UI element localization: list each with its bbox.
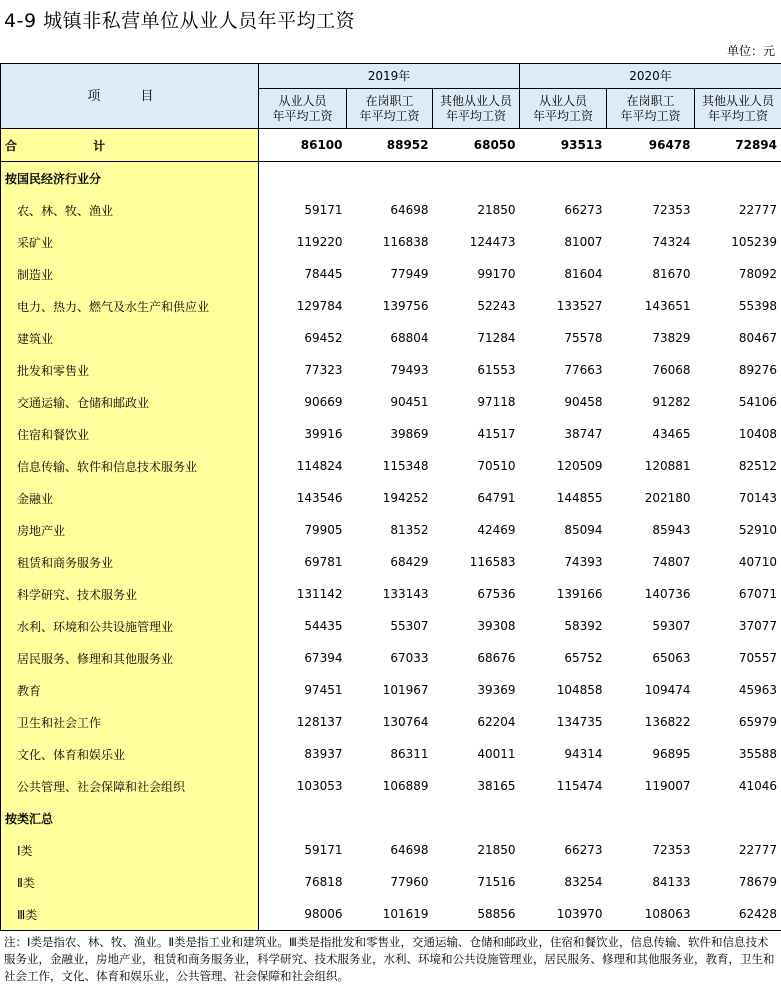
value-cell: 74807 (652, 555, 691, 569)
value-cell: 194252 (382, 491, 429, 505)
value-cell: 64698 (390, 203, 429, 217)
value-cell: 52243 (477, 299, 516, 313)
value-cell: 68050 (433, 129, 520, 162)
value-cell: 119220 (296, 235, 343, 249)
value-cell: 64791 (477, 491, 516, 505)
value-cell: 133143 (382, 587, 429, 601)
value-cell: 101967 (382, 683, 429, 697)
value-cell: 55398 (695, 290, 781, 322)
value-cell (695, 162, 781, 195)
year-2020-header: 2020年 (520, 64, 781, 89)
value-cell: 79905 (304, 523, 343, 537)
value-cell: 115348 (382, 459, 429, 473)
value-cell (520, 162, 607, 195)
value-cell: 85943 (652, 523, 691, 537)
value-cell (259, 162, 347, 195)
value-cell: 67071 (695, 578, 781, 610)
value-cell: 96895 (652, 747, 691, 761)
value-cell: 67394 (304, 651, 343, 665)
value-cell: 42469 (477, 523, 516, 537)
value-cell: 54106 (695, 386, 781, 418)
value-cell: 115474 (556, 779, 603, 793)
value-cell: 97451 (304, 683, 343, 697)
value-cell (520, 802, 607, 834)
row-label: Ⅱ类 (1, 866, 259, 898)
row-label: 租赁和商务服务业 (1, 546, 259, 578)
table-row (1, 546, 781, 578)
value-cell: 52910 (695, 514, 781, 546)
value-cell: 88952 (347, 129, 433, 162)
value-cell: 64698 (390, 843, 429, 857)
value-cell: 109474 (644, 683, 691, 697)
value-cell: 41046 (695, 770, 781, 802)
value-cell: 41517 (477, 427, 516, 441)
value-cell: 79493 (390, 363, 429, 377)
value-cell: 108063 (607, 898, 695, 931)
value-cell: 76818 (304, 875, 343, 889)
value-cell: 116583 (469, 555, 516, 569)
row-label: Ⅰ类 (1, 834, 259, 866)
value-cell: 76068 (652, 363, 691, 377)
value-cell: 22777 (695, 194, 781, 226)
value-cell: 139756 (382, 299, 429, 313)
value-cell: 61553 (477, 363, 516, 377)
value-cell (433, 802, 520, 834)
table-row (1, 162, 781, 195)
value-cell: 77949 (390, 267, 429, 281)
value-cell (347, 802, 433, 834)
row-label: 文化、体育和娱乐业 (1, 738, 259, 770)
row-label: 批发和零售业 (1, 354, 259, 386)
value-cell: 59307 (652, 619, 691, 633)
table-row (1, 834, 781, 866)
value-cell: 74324 (652, 235, 691, 249)
value-cell: 128137 (296, 715, 343, 729)
row-label: Ⅲ类 (1, 898, 259, 931)
value-cell: 55307 (390, 619, 429, 633)
table-row (1, 674, 781, 706)
year-2019-header: 2019年 (259, 64, 520, 89)
table-body (1, 129, 781, 931)
value-cell: 103053 (296, 779, 343, 793)
value-cell: 65979 (695, 706, 781, 738)
row-label: 居民服务、修理和其他服务业 (1, 642, 259, 674)
value-cell: 86100 (259, 129, 347, 162)
value-cell: 75578 (564, 331, 603, 345)
value-cell: 129784 (296, 299, 343, 313)
value-cell: 71284 (477, 331, 516, 345)
value-cell: 67033 (390, 651, 429, 665)
value-cell: 40011 (477, 747, 516, 761)
value-cell: 90669 (304, 395, 343, 409)
row-label: 交通运输、仓储和邮政业 (1, 386, 259, 418)
value-cell: 21850 (477, 843, 516, 857)
value-cell: 59171 (304, 203, 343, 217)
table-row (1, 514, 781, 546)
row-label: 住宿和餐饮业 (1, 418, 259, 450)
table-row (1, 738, 781, 770)
value-cell: 74393 (564, 555, 603, 569)
value-cell: 78445 (304, 267, 343, 281)
table-row (1, 898, 781, 931)
col-header: 从业人员 年平均工资 (259, 89, 347, 129)
value-cell: 71516 (477, 875, 516, 889)
value-cell: 96478 (607, 129, 695, 162)
value-cell: 78679 (695, 866, 781, 898)
value-cell: 70557 (695, 642, 781, 674)
table-row (1, 322, 781, 354)
table-row (1, 129, 781, 162)
value-cell: 101619 (347, 898, 433, 931)
value-cell: 70510 (477, 459, 516, 473)
table-row (1, 418, 781, 450)
row-label: 按国民经济行业分 (1, 162, 259, 195)
value-cell: 139166 (556, 587, 603, 601)
value-cell: 69781 (304, 555, 343, 569)
value-cell: 67536 (477, 587, 516, 601)
row-label: 公共管理、社会保障和社会组织 (1, 770, 259, 802)
value-cell: 72353 (652, 203, 691, 217)
value-cell (347, 162, 433, 195)
value-cell: 58856 (433, 898, 520, 931)
value-cell: 35588 (695, 738, 781, 770)
value-cell: 45963 (695, 674, 781, 706)
value-cell: 72894 (695, 129, 781, 162)
value-cell: 72353 (652, 843, 691, 857)
value-cell: 140736 (644, 587, 691, 601)
value-cell: 10408 (695, 418, 781, 450)
table-row (1, 706, 781, 738)
value-cell: 58392 (564, 619, 603, 633)
table-row (1, 482, 781, 514)
value-cell: 103970 (520, 898, 607, 931)
value-cell: 104858 (556, 683, 603, 697)
row-label: 农、林、牧、渔业 (1, 194, 259, 226)
value-cell: 66273 (564, 203, 603, 217)
value-cell: 85094 (564, 523, 603, 537)
value-cell: 77663 (564, 363, 603, 377)
value-cell: 90458 (564, 395, 603, 409)
table-row (1, 802, 781, 834)
row-label: 信息传输、软件和信息技术服务业 (1, 450, 259, 482)
value-cell: 39308 (477, 619, 516, 633)
value-cell: 136822 (644, 715, 691, 729)
page-title: 4-9 城镇非私营单位从业人员年平均工资 (4, 10, 356, 32)
value-cell: 22777 (695, 834, 781, 866)
value-cell: 202180 (644, 491, 691, 505)
value-cell: 78092 (695, 258, 781, 290)
value-cell: 83254 (564, 875, 603, 889)
value-cell: 73829 (652, 331, 691, 345)
col-header: 其他从业人员 年平均工资 (433, 89, 520, 129)
value-cell: 39869 (390, 427, 429, 441)
value-cell: 38747 (564, 427, 603, 441)
value-cell (695, 802, 781, 834)
table-row (1, 354, 781, 386)
value-cell: 120881 (644, 459, 691, 473)
value-cell: 134735 (556, 715, 603, 729)
value-cell: 144855 (556, 491, 603, 505)
value-cell: 143651 (644, 299, 691, 313)
value-cell: 62204 (477, 715, 516, 729)
row-label: 按类汇总 (1, 802, 259, 834)
row-label: 水利、环境和公共设施管理业 (1, 610, 259, 642)
value-cell: 37077 (695, 610, 781, 642)
col-header: 从业人员 年平均工资 (520, 89, 607, 129)
value-cell: 91282 (652, 395, 691, 409)
value-cell: 68676 (477, 651, 516, 665)
value-cell: 59171 (304, 843, 343, 857)
row-label: 房地产业 (1, 514, 259, 546)
table-row (1, 386, 781, 418)
row-label: 合 计 (1, 129, 259, 162)
value-cell: 120509 (556, 459, 603, 473)
value-cell: 116838 (382, 235, 429, 249)
table-row (1, 642, 781, 674)
value-cell: 40710 (695, 546, 781, 578)
value-cell (259, 802, 347, 834)
col-header: 在岗职工 年平均工资 (347, 89, 433, 129)
row-label: 制造业 (1, 258, 259, 290)
value-cell: 105239 (695, 226, 781, 258)
table-row (1, 226, 781, 258)
value-cell: 93513 (520, 129, 607, 162)
value-cell: 119007 (644, 779, 691, 793)
unit-label: 单位：元 (726, 44, 775, 58)
value-cell: 133527 (556, 299, 603, 313)
value-cell: 84133 (652, 875, 691, 889)
row-label: 教育 (1, 674, 259, 706)
row-label: 卫生和社会工作 (1, 706, 259, 738)
table-row (1, 770, 781, 802)
value-cell: 38165 (477, 779, 516, 793)
value-cell: 80467 (695, 322, 781, 354)
value-cell: 89276 (695, 354, 781, 386)
table-row (1, 450, 781, 482)
value-cell: 131142 (296, 587, 343, 601)
value-cell: 39369 (477, 683, 516, 697)
value-cell: 21850 (477, 203, 516, 217)
value-cell: 65752 (564, 651, 603, 665)
value-cell: 81604 (564, 267, 603, 281)
row-label: 建筑业 (1, 322, 259, 354)
value-cell: 65063 (652, 651, 691, 665)
value-cell: 106889 (382, 779, 429, 793)
value-cell: 97118 (477, 395, 516, 409)
value-cell: 68804 (390, 331, 429, 345)
value-cell: 39916 (304, 427, 343, 441)
value-cell: 114824 (296, 459, 343, 473)
value-cell: 81007 (564, 235, 603, 249)
footnote: 注：Ⅰ类是指农、林、牧、渔业。Ⅱ类是指工业和建筑业。Ⅲ类是指批发和零售业，交通运输、仓储和邮政业，住宿和餐饮业，信息传输、软件和信息技术服务业，金融业，房地产业，租赁和商务服务业，科学研究、技术服务业，水利、环境和公共设施管理业，居民服务、修理和其他服务业，教育，卫生和社会工作，文化、体育和娱乐业，公共管理、社会保障和社会组织。 (4, 935, 775, 983)
value-cell: 81352 (390, 523, 429, 537)
value-cell: 70143 (695, 482, 781, 514)
row-label: 科学研究、技术服务业 (1, 578, 259, 610)
value-cell: 86311 (390, 747, 429, 761)
table-row (1, 610, 781, 642)
value-cell: 82512 (695, 450, 781, 482)
value-cell: 43465 (652, 427, 691, 441)
value-cell (607, 162, 695, 195)
value-cell: 94314 (564, 747, 603, 761)
table-row (1, 866, 781, 898)
table-row (1, 578, 781, 610)
value-cell (607, 802, 695, 834)
table-row (1, 258, 781, 290)
value-cell: 77960 (390, 875, 429, 889)
value-cell: 143546 (296, 491, 343, 505)
value-cell: 130764 (382, 715, 429, 729)
value-cell: 98006 (259, 898, 347, 931)
row-label: 金融业 (1, 482, 259, 514)
value-cell: 54435 (304, 619, 343, 633)
value-cell: 68429 (390, 555, 429, 569)
value-cell: 124473 (469, 235, 516, 249)
table-row (1, 290, 781, 322)
col-header: 其他从业人员 年平均工资 (695, 89, 781, 129)
value-cell: 90451 (390, 395, 429, 409)
value-cell: 66273 (564, 843, 603, 857)
row-label: 电力、热力、燃气及水生产和供应业 (1, 290, 259, 322)
table-row (1, 194, 781, 226)
value-cell: 69452 (304, 331, 343, 345)
value-cell: 62428 (695, 898, 781, 931)
value-cell (433, 162, 520, 195)
value-cell: 81670 (652, 267, 691, 281)
col-header: 在岗职工 年平均工资 (607, 89, 695, 129)
wage-table (0, 63, 781, 931)
value-cell: 77323 (304, 363, 343, 377)
item-header: 项 目 (1, 64, 259, 129)
row-label: 采矿业 (1, 226, 259, 258)
value-cell: 83937 (304, 747, 343, 761)
value-cell: 99170 (477, 267, 516, 281)
